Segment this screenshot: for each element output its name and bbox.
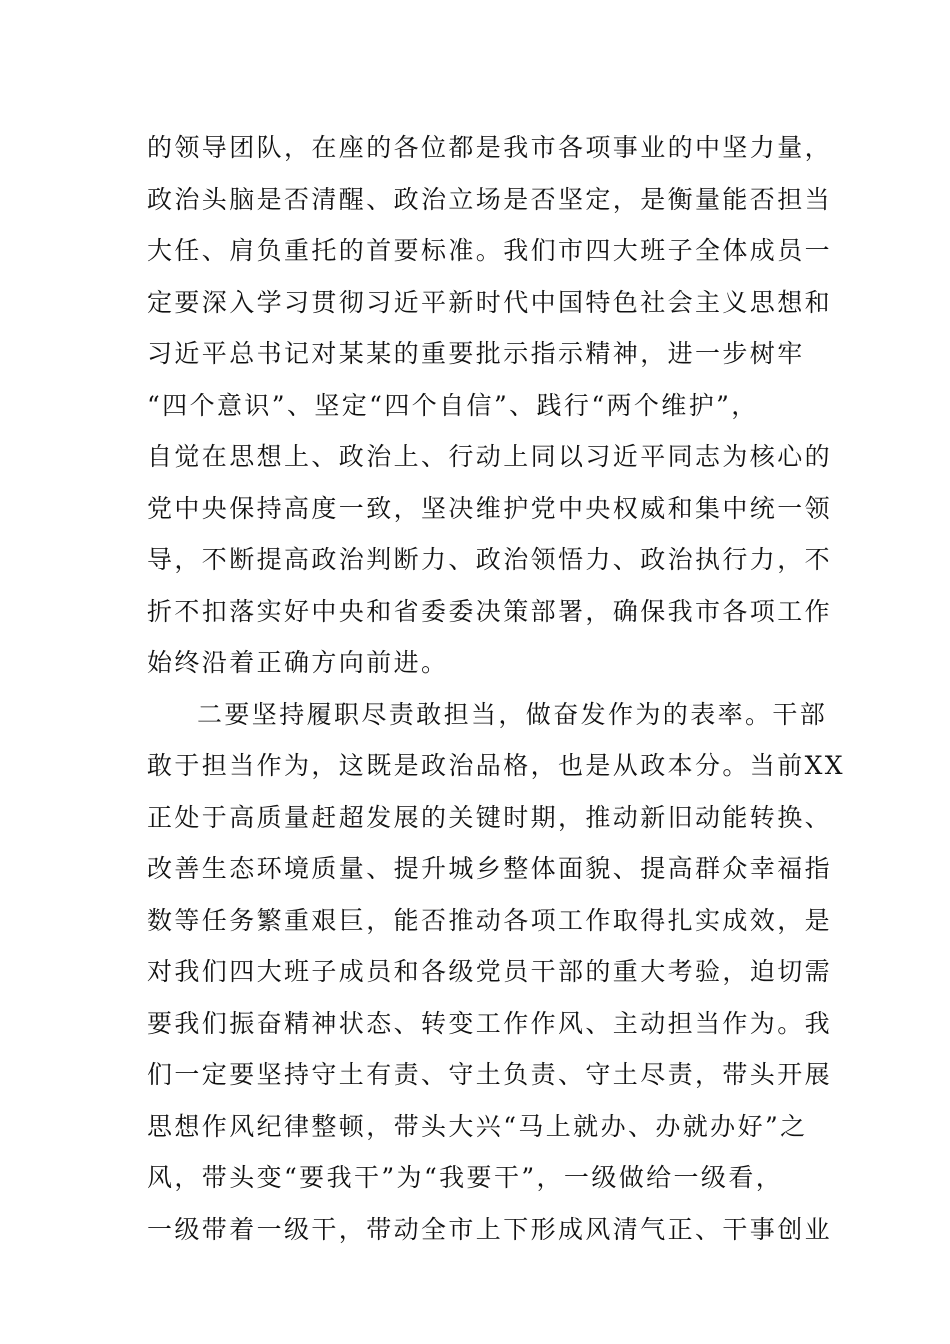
text-line: 们一定要坚持守土有责、守土负责、守土尽责，带头开展 — [147, 1060, 833, 1089]
text-line: 党中央保持高度一致，坚决维护党中央权威和集中统一领 — [147, 493, 833, 523]
text-line: 定要深入学习贯彻习近平新时代中国特色社会主义思想和 — [147, 287, 833, 317]
text-line: 敢于担当作为，这既是政治品格，也是从政本分。当前XX — [147, 751, 845, 780]
text-line: 风，带头变“要我干”为“我要干”，一级做给一级看， — [147, 1163, 784, 1192]
paragraph-start-line: 二要坚持履职尽责敢担当，做奋发作为的表率。干部 — [197, 699, 828, 729]
text-line: 大任、肩负重托的首要标准。我们市四大班子全体成员一 — [147, 236, 833, 265]
text-line: 对我们四大班子成员和各级党员干部的重大考验，迫切需 — [147, 957, 833, 986]
text-line: 正处于高质量赶超发展的关键时期，推动新旧动能转换、 — [147, 802, 833, 832]
text-line: 政治头脑是否清醒、政治立场是否坚定，是衡量能否担当 — [147, 184, 833, 214]
text-line: 始终沿着正确方向前进。 — [147, 648, 449, 677]
text-line: 一级带着一级干，带动全市上下形成风清气正、干事创业 — [147, 1214, 833, 1244]
text-line: 折不扣落实好中央和省委委决策部署，确保我市各项工作 — [147, 596, 833, 626]
text-line: 导，不断提高政治判断力、政治领悟力、政治执行力，不 — [147, 545, 833, 574]
text-line: “四个意识”、坚定“四个自信”、践行“两个维护”， — [147, 390, 759, 420]
text-line: 思想作风纪律整顿，带头大兴“马上就办、办就办好”之 — [147, 1111, 808, 1141]
body-text — [147, 128, 845, 1261]
text-line: 数等任务繁重艰巨，能否推动各项工作取得扎实成效，是 — [147, 905, 833, 935]
text-line: 改善生态环境质量、提升城乡整体面貌、提高群众幸福指 — [147, 854, 833, 883]
text-line: 要我们振奋精神状态、转变工作作风、主动担当作为。我 — [147, 1008, 833, 1038]
text-line: 的领导团队，在座的各位都是我市各项事业的中坚力量， — [147, 133, 833, 162]
text-line: 习近平总书记对某某的重要批示指示精神，进一步树牢 — [147, 339, 805, 368]
text-line: 自觉在思想上、政治上、行动上同以习近平同志为核心的 — [147, 442, 833, 471]
